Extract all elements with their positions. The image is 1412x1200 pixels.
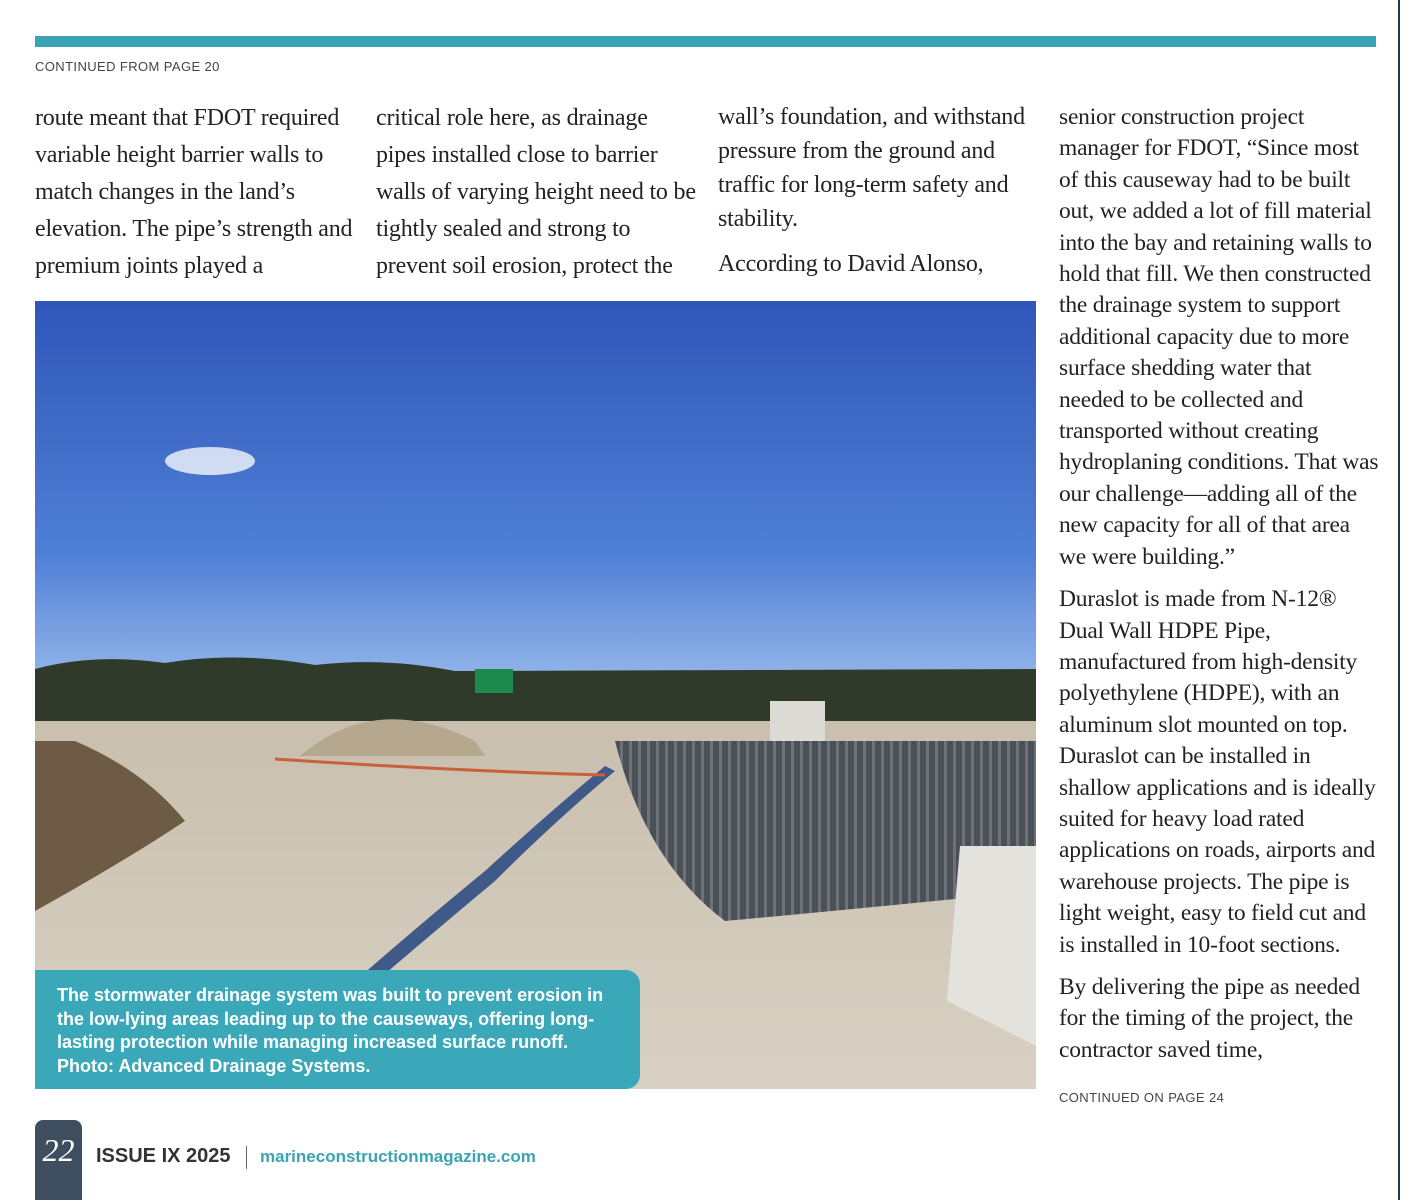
- page-edge-rule: [1398, 0, 1400, 1200]
- column-4-paragraph-3: By delivering the pipe as needed for the timing of the project, the contractor saved time,: [1059, 973, 1360, 1063]
- highway-sign: [475, 669, 513, 693]
- column-4-paragraph-1: senior construction project manager for FDOT, “Since most of this causeway had to be built out, we added a lot of fill material into the bay and retaining walls to hold that fill. We then constructed the drainage system to support additional capacity due to more surface shedding water that needed to be collected and transported without creating hydroplaning conditions. That was our challenge—adding all of the new capacity for all of that area we were building.”: [1059, 104, 1379, 570]
- sky: [35, 301, 1036, 721]
- footer-divider: [246, 1146, 247, 1169]
- page-number: 22: [35, 1120, 82, 1200]
- website-link[interactable]: marineconstructionmagazine.com: [260, 1147, 536, 1166]
- article-column-2: [376, 100, 696, 285]
- article-column-3: [718, 100, 1043, 281]
- column-3-paragraph-1: wall’s foundation, and withstand pressure from the ground and traffic for long-term safety and stability.: [718, 104, 1025, 232]
- continued-on-label: CONTINUED ON PAGE 24: [1059, 1090, 1225, 1105]
- column-4-paragraph-2: Duraslot is made from N-12® Dual Wall HDPE Pipe, manufactured from high-density polyethylene (HDPE), with an aluminum slot mounted on top. Duraslot can be installed in shallow applications and is ideally suited for heavy load rated applications on roads, airports and warehouse projects. The pipe is light weight, easy to field cut and is installed in 10-foot sections.: [1059, 586, 1376, 958]
- concrete-block: [770, 701, 825, 746]
- article-column-4: [1059, 102, 1379, 1066]
- column-1-text: route meant that FDOT required variable height barrier walls to match changes in the land’s elevation. The pipe’s strength and premium joints played a: [35, 105, 353, 279]
- photo-caption: The stormwater drainage system was built to prevent erosion in the low-lying areas leading up to the causeways, offering long-lasting protection while managing increased surface runoff. Photo: Advanced Drainage Systems.: [35, 970, 640, 1089]
- article-column-1: [35, 100, 355, 285]
- column-2-text: critical role here, as drainage pipes installed close to barrier walls of varying height need to be tightly sealed and strong to prevent soil erosion, protect the: [376, 105, 696, 279]
- issue-label: ISSUE IX 2025: [96, 1145, 231, 1167]
- column-3-paragraph-2: According to David Alonso,: [718, 251, 984, 277]
- top-accent-bar: [35, 36, 1376, 47]
- cloud: [165, 447, 255, 475]
- continued-from-label: CONTINUED FROM PAGE 20: [35, 59, 220, 74]
